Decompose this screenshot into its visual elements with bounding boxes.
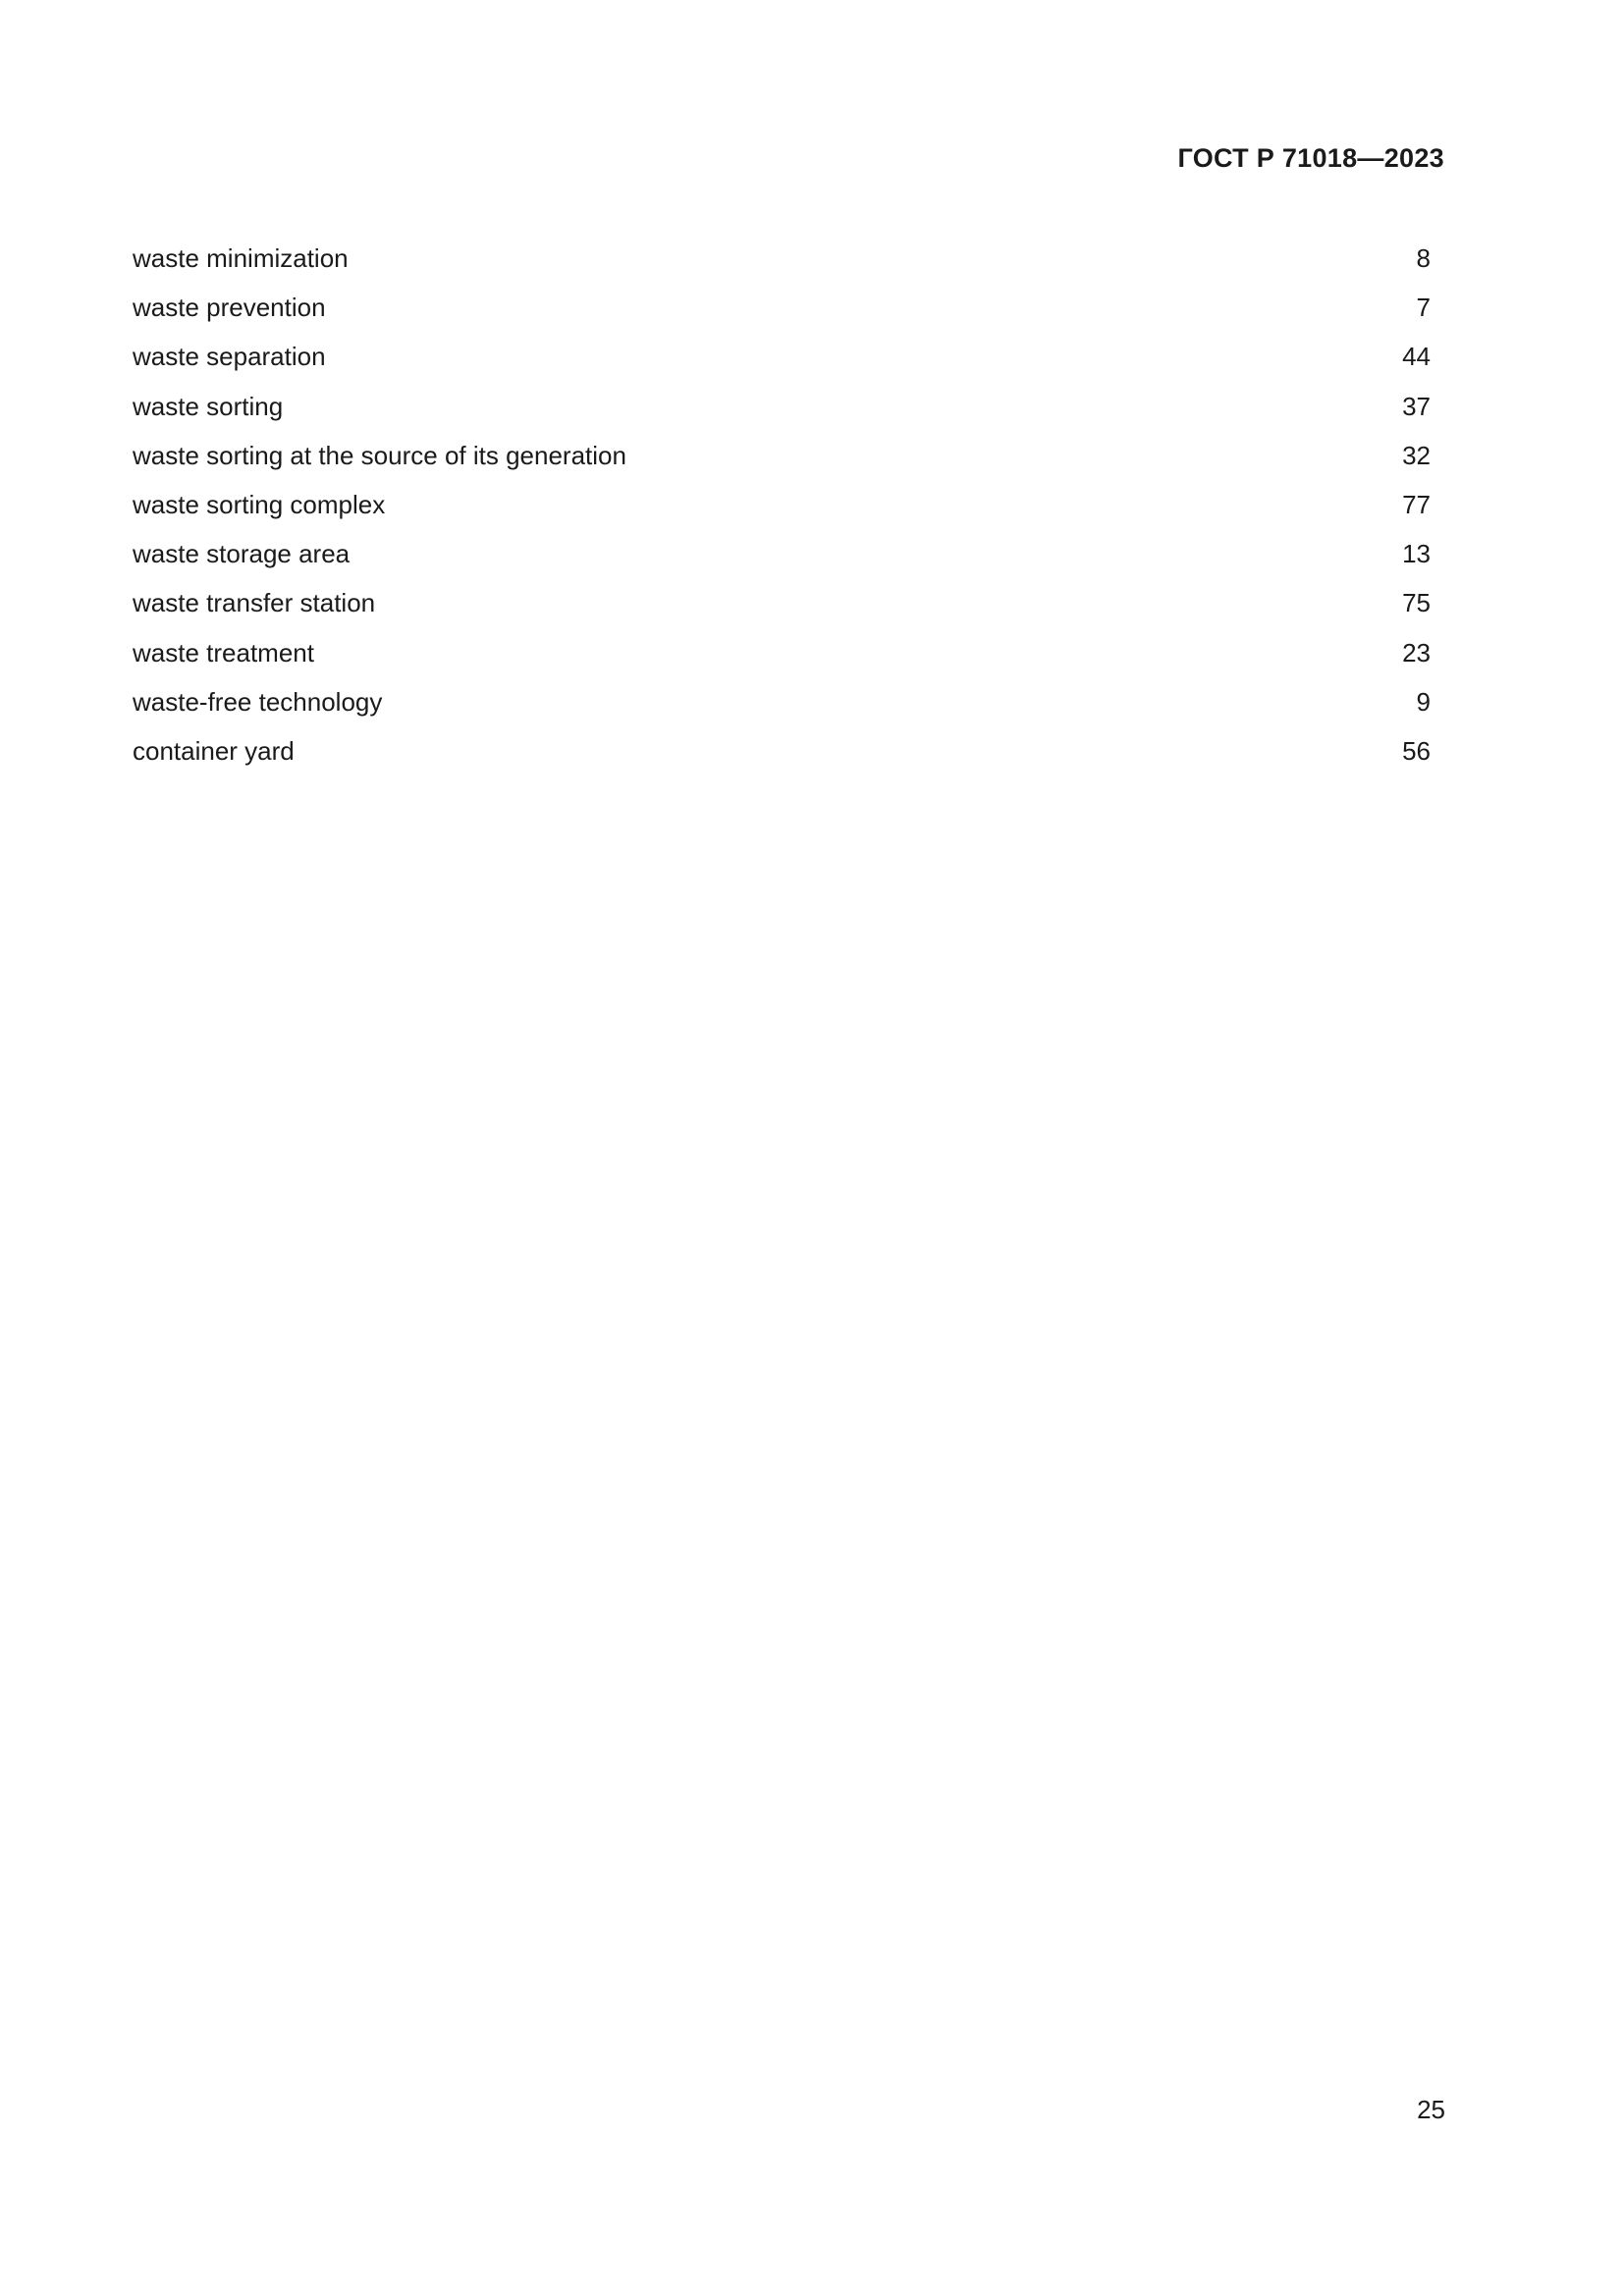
- index-number: 32: [1402, 440, 1431, 470]
- index-entry: [133, 241, 1431, 291]
- index-number: 44: [1402, 342, 1431, 372]
- index-term: waste minimization: [133, 243, 349, 273]
- index-number: 8: [1416, 243, 1431, 273]
- index-term: waste treatment: [133, 637, 314, 667]
- index-entry: [133, 586, 1431, 635]
- index-entry: [133, 488, 1431, 537]
- index-number: 37: [1402, 391, 1431, 421]
- page-number: 25: [1417, 2095, 1445, 2124]
- index-entry: [133, 636, 1431, 685]
- index-entry: [133, 340, 1431, 389]
- index-number: 13: [1402, 539, 1431, 569]
- index-entry: [133, 685, 1431, 734]
- index-term: waste storage area: [133, 539, 351, 569]
- standard-code-header: ГОСТ Р 71018—2023: [1177, 143, 1444, 173]
- index-number: 7: [1416, 293, 1431, 323]
- index-entry: [133, 439, 1431, 488]
- index-number: 9: [1416, 686, 1431, 717]
- index-term: waste separation: [133, 342, 326, 372]
- index-number: 75: [1402, 588, 1431, 618]
- index-entry: [133, 537, 1431, 586]
- index-number: 77: [1402, 489, 1431, 519]
- index-number: 56: [1402, 735, 1431, 766]
- index-term: waste sorting complex: [133, 489, 386, 519]
- index-term: waste sorting at the source of its generation: [133, 440, 626, 470]
- index-entry: [133, 390, 1431, 439]
- index-term: waste-free technology: [133, 686, 383, 717]
- index-term: container yard: [133, 735, 295, 766]
- index-term: waste transfer station: [133, 588, 376, 618]
- index-term: waste sorting: [133, 391, 284, 421]
- alphabetical-index: [133, 241, 1431, 783]
- index-entry: [133, 291, 1431, 340]
- index-number: 23: [1402, 637, 1431, 667]
- index-term: waste prevention: [133, 293, 326, 323]
- index-entry: [133, 734, 1431, 783]
